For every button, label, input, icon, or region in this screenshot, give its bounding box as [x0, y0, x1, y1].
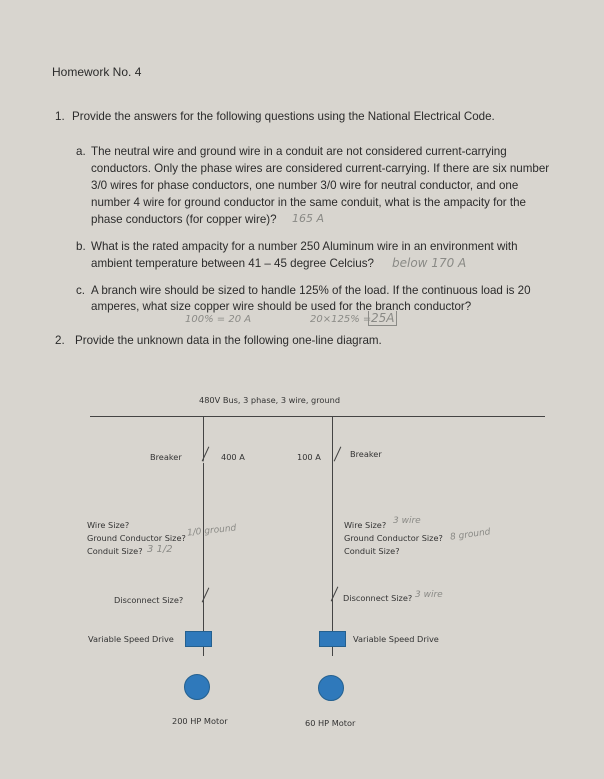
left-conduit-answer: 3 1/2: [147, 544, 173, 555]
q1c-line: amperes, what size copper wire should be used for the branch conductor?: [91, 300, 472, 313]
q1-text: Provide the answers for the following questions using the National Electrical Code.: [72, 110, 495, 123]
q2-number: 2.: [55, 334, 65, 347]
left-breaker-rating: 400 A: [221, 452, 245, 462]
left-motor-label: 200 HP Motor: [172, 716, 228, 726]
q1c-work: 100% = 20 A: [185, 314, 252, 325]
q1b-answer: below 170 A: [392, 256, 467, 270]
q1c-line: A branch wire should be sized to handle 125% of the load. If the continuous load is 20: [91, 284, 531, 297]
right-disconnect-size: Disconnect Size?: [343, 593, 413, 603]
right-wire-answer: 3 wire: [393, 516, 421, 526]
right-breaker-icon: [334, 447, 342, 462]
bus-label: 480V Bus, 3 phase, 3 wire, ground: [199, 395, 341, 405]
left-ground-size: Ground Conductor Size?: [87, 533, 186, 543]
right-vsd-label: Variable Speed Drive: [353, 634, 439, 644]
right-feeder-line: [332, 416, 333, 656]
left-motor-icon: [184, 674, 210, 700]
left-conduit-size: Conduit Size?: [87, 546, 143, 556]
left-vsd-label: Variable Speed Drive: [88, 634, 174, 644]
q1c-label: c.: [76, 284, 86, 297]
right-breaker-label: Breaker: [350, 449, 382, 459]
q1c-answer-work: 20×125% =: [310, 314, 372, 325]
q1a-line: conductors. Only the phase wires are considered current-carrying. If there are six number: [91, 162, 550, 175]
q1b-label: b.: [76, 240, 86, 253]
bus-line: [90, 416, 545, 417]
q2-text: Provide the unknown data in the following one-line diagram.: [75, 334, 382, 347]
left-disconnect-size: Disconnect Size?: [114, 595, 184, 605]
q1a-label: a.: [76, 145, 86, 158]
left-wire-size: Wire Size?: [87, 520, 130, 530]
right-ground-answer: 8 ground: [449, 527, 492, 543]
right-ground-size: Ground Conductor Size?: [344, 533, 443, 543]
q1c-answer: 25A: [368, 311, 397, 326]
page-title: Homework No. 4: [52, 65, 142, 79]
q1a-line: phase conductors (for copper wire)?: [91, 213, 277, 226]
left-breaker-label: Breaker: [150, 452, 182, 462]
q1a-answer: 165 A: [292, 212, 325, 225]
left-vsd-icon: [185, 631, 212, 647]
q1b-line: ambient temperature between 41 – 45 degree Celcius?: [91, 257, 374, 270]
q1a-line: number 4 wire for ground conductor in the same conduit, what is the ampacity for the: [91, 196, 526, 209]
right-disconnect-answer: 3 wire: [415, 590, 443, 600]
right-vsd-icon: [319, 631, 346, 647]
right-motor-label: 60 HP Motor: [305, 718, 356, 728]
right-wire-size: Wire Size?: [344, 520, 387, 530]
q1a-line: The neutral wire and ground wire in a conduit are not considered current-carrying: [91, 145, 507, 158]
left-ground-answer: 1/0 ground: [186, 523, 237, 539]
q1a-line: 3/0 wires for phase conductors, one number 3/0 wire for neutral conductor, and one: [91, 179, 519, 192]
q1b-line: What is the rated ampacity for a number 250 Aluminum wire in an environment with: [91, 240, 518, 253]
right-conduit-size: Conduit Size?: [344, 546, 400, 556]
q1-number: 1.: [55, 110, 65, 123]
right-motor-icon: [318, 675, 344, 701]
right-breaker-rating: 100 A: [297, 452, 321, 462]
